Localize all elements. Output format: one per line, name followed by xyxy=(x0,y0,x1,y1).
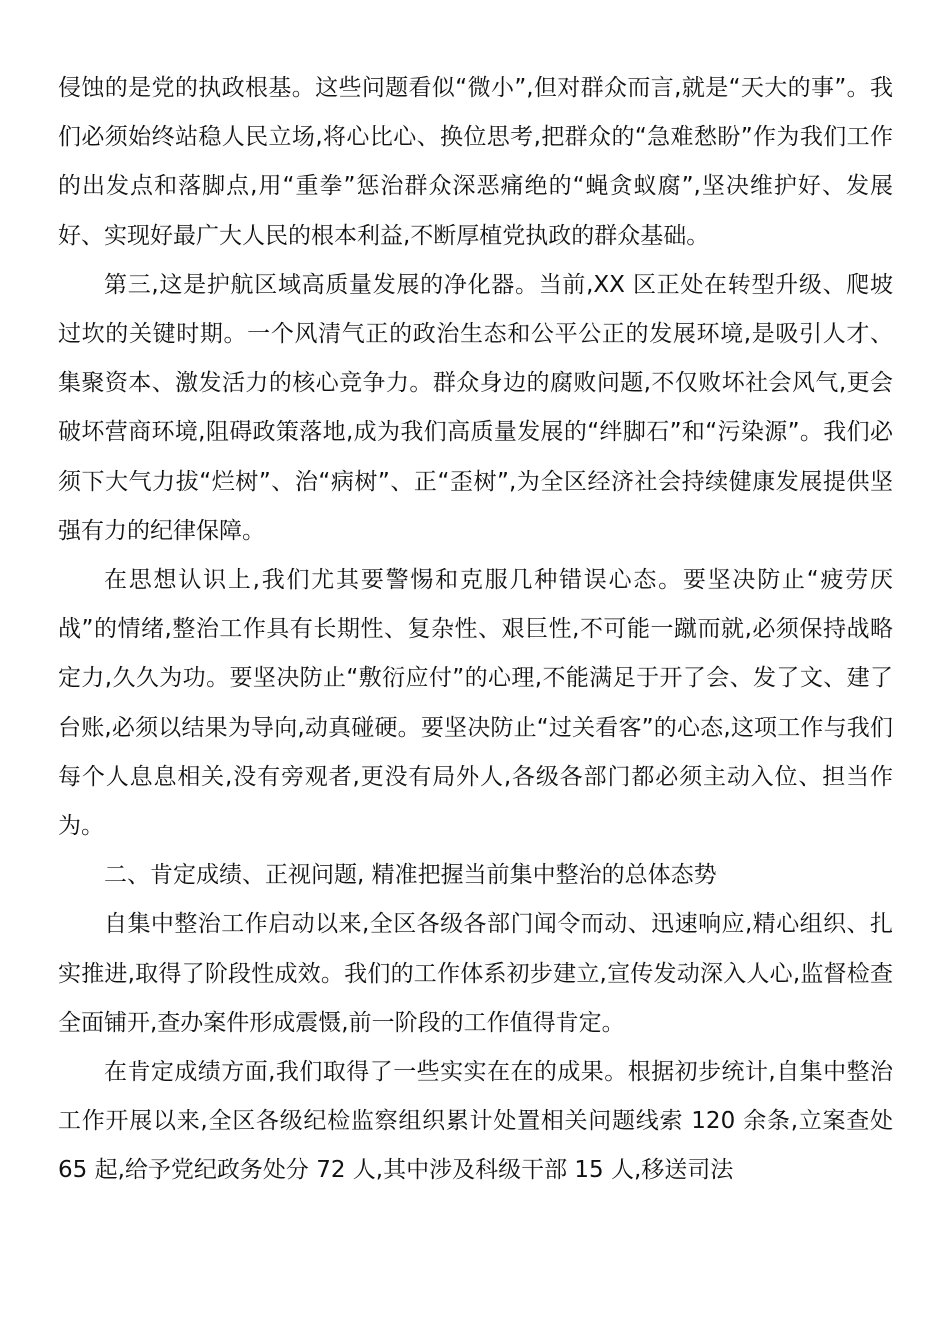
paragraph-mindset-warning: 在思想认识上,我们尤其要警惕和克服几种错误心态。要坚决防止“疲劳厌战”的情绪,整治工作具有长期性、复杂性、艰巨性,不可能一蹴而就,必须保持战略定力,久久为功。要坚决防止“敷衍应付”的心理,不能满足于开了会、发了文、建了台账,必须以结果为导向,动真碰硬。要坚决防止“过关看客”的心态,这项工作与我们每个人息息相关,没有旁观者,更没有局外人,各级各部门都必须主动入位、担当作为。 xyxy=(58,567,893,840)
paragraph-continuation: 侵蚀的是党的执政根基。这些问题看似“微小”,但对群众而言,就是“天大的事”。我们必须始终站稳人民立场,将心比心、换位思考,把群众的“急难愁盼”作为我们工作的出发点和落脚点,用“重拳”惩治群众深恶痛绝的“蝇贪蚁腐”,坚决维护好、发展好、实现好最广大人民的根本利益,不断厚植党执政的群众基础。 xyxy=(58,75,893,249)
section-heading-two: 二、肯定成绩、正视问题, 精准把握当前集中整治的总体态势 xyxy=(104,862,717,889)
paragraph-progress-overview: 自集中整治工作启动以来,全区各级各部门闻令而动、迅速响应,精心组织、扎实推进,取得了阶段性成效。我们的工作体系初步建立,宣传发动深入人心,监督检查全面铺开,查办案件形成震慑,前一阶段的工作值得肯定。 xyxy=(58,911,893,1036)
paragraph-achievements-stats: 在肯定成绩方面,我们取得了一些实实在在的成果。根据初步统计,自集中整治工作开展以来,全区各级纪检监察组织累计处置相关问题线索 120 余条,立案查处 65 起,给予党纪政务处分 72 人,其中涉及科级干部 15 人,移送司法 xyxy=(58,1059,893,1184)
document-body xyxy=(58,64,893,1196)
paragraph-third-point: 第三,这是护航区域高质量发展的净化器。当前,XX 区正处在转型升级、爬坡过坎的关键时期。一个风清气正的政治生态和公平公正的发展环境,是吸引人才、集聚资本、激发活力的核心竞争力。群众身边的腐败问题,不仅败坏社会风气,更会破坏营商环境,阻碍政策落地,成为我们高质量发展的“绊脚石”和“污染源”。我们必须下大气力拔“烂树”、治“病树”、正“歪树”,为全区经济社会持续健康发展提供坚强有力的纪律保障。 xyxy=(58,271,893,544)
